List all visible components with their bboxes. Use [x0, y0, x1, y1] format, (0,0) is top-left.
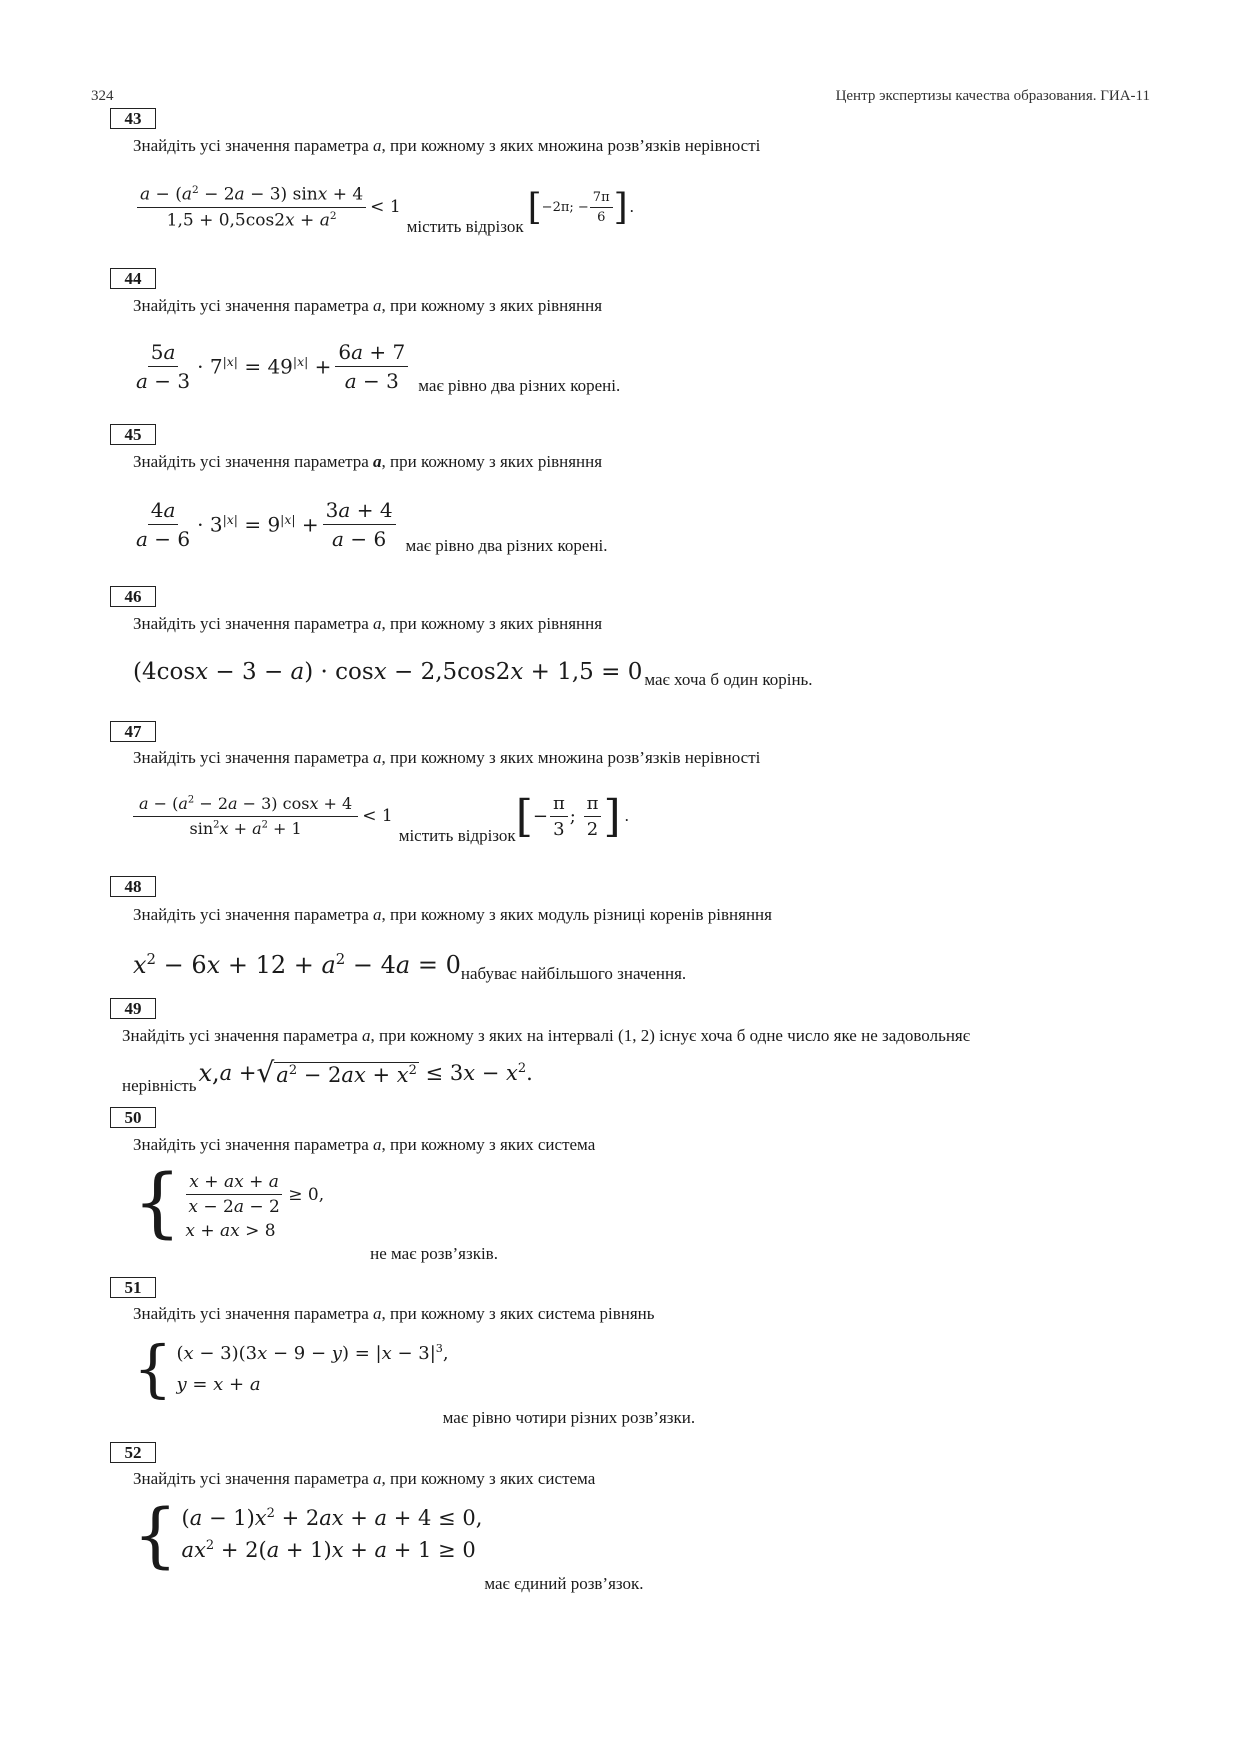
- problem-statement: Знайдіть усі значення параметра a, при кожному з яких множина розв’язків нерівності: [133, 748, 761, 767]
- problem-statement: Знайдіть усі значення параметра a, при кожному з яких рівняння: [133, 614, 603, 633]
- problem-number: 45: [110, 424, 156, 445]
- problem-statement: Знайдіть усі значення параметра a, при кожному з яких система: [133, 1469, 596, 1488]
- problem-statement: Знайдіть усі значення параметра a, при кожному з яких рівняння: [133, 452, 603, 471]
- page-number: 324: [91, 88, 114, 104]
- problem-statement: Знайдіть усі значення параметра a, при кожному з яких система рівнянь: [133, 1304, 655, 1323]
- problem-statement: Знайдіть усі значення параметра a, при кожному з яких рівняння: [133, 296, 603, 315]
- problem-number: 46: [110, 586, 156, 607]
- formula: $x^2 - 6x + 12 + a^2 - 4a = 0$ набуває найбільшого значення.: [133, 949, 687, 983]
- problem-number: 48: [110, 876, 156, 897]
- running-header: Центр экспертизы качества образования. ГИА-11: [835, 88, 1150, 104]
- problem-number: 52: [110, 1442, 156, 1463]
- problem-number: 51: [110, 1277, 156, 1298]
- formula: { $\frac{x + ax + a}{x - 2a - 2}$ ≥ 0, x + ax > 8 не має розв’язків.: [133, 1157, 498, 1263]
- formula: $\frac{a - (a^2 - 2a - 3) \cos x + 4}{\sin^2x + a^2 + 1}$ < 1 містить відрізок [ − $\frac{\pi}{3}$ ; $\frac{\pi}{2}$ ] .: [133, 786, 629, 846]
- problem-number: 47: [110, 721, 156, 742]
- formula: $\frac{4a}{a - 6}$ · $3^{|x|} = 9^{|x|}$ + $\frac{3a + 4}{a - 6}$ має рівно два різних корені.: [136, 497, 608, 555]
- formula: { $(a - 1)x^2 + 2ax + a + 4 \le 0$, $ax^2 + 2(a + 1)x + a + 1 \ge 0$ має єдиний розв’язок.: [133, 1494, 644, 1593]
- problem-statement: Знайдіть усі значення параметра a, при кожному з яких на інтервалі (1, 2) існує хоча б одне число яке не задовольняє: [122, 1026, 971, 1045]
- formula: $\frac{5a}{a - 3}$ · $7^{|x|} = 49^{|x|}$ + $\frac{6a + 7}{a - 3}$ має рівно два різних корені.: [136, 339, 621, 395]
- formula: нерівність x, a + √ $a^2 - 2ax + x^2$ ≤ $3x - x^2$.: [122, 1056, 533, 1095]
- formula: (4cosx − 3 − a) · cosx − 2,5cos2x + 1,5 = 0 має хоча б один корінь.: [133, 659, 813, 689]
- formula: $\frac{a - (a^2 - 2a - 3) \sin x + 4}{1,5 + 0,5\cos 2x + a^2}$ < 1 містить відрізок [ −2π; − $\frac{7\pi}{6}$ ] .: [133, 177, 634, 237]
- problem-number: 43: [110, 108, 156, 129]
- problem-statement: Знайдіть усі значення параметра a, при кожному з яких модуль різниці коренів рівняння: [133, 905, 772, 924]
- problem-number: 49: [110, 998, 156, 1019]
- problem-statement: Знайдіть усі значення параметра a, при кожному з яких система: [133, 1135, 596, 1154]
- formula: { $(x - 3)(3x - 9 - y) = |x - 3|^3$, y = x + a має рівно чотири різних розв’язки.: [133, 1332, 696, 1427]
- problem-statement: Знайдіть усі значення параметра a, при кожному з яких множина розв’язків нерівності: [133, 136, 761, 155]
- problem-number: 44: [110, 268, 156, 289]
- problem-number: 50: [110, 1107, 156, 1128]
